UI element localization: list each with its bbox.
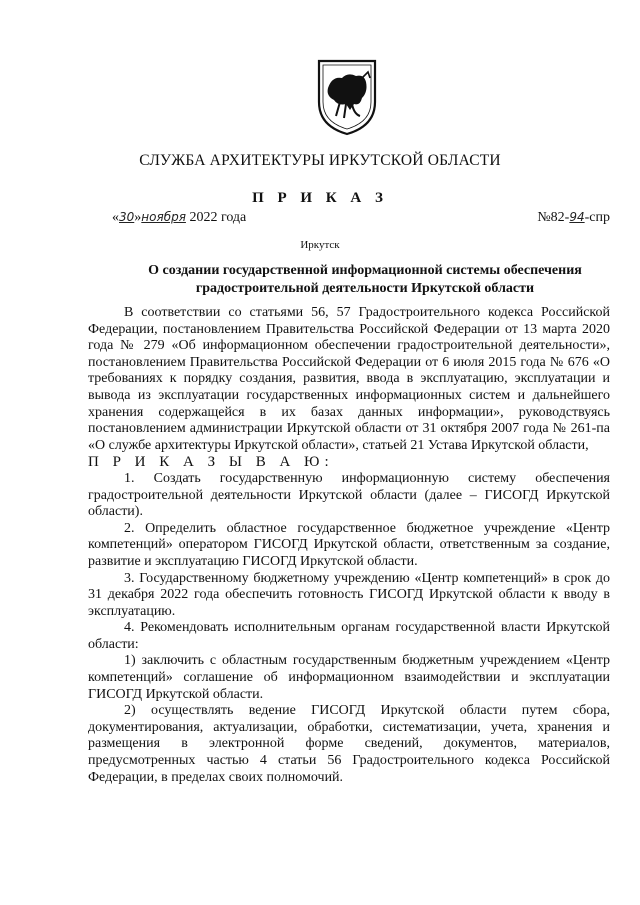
handwritten-day: 30 (119, 210, 135, 224)
document-body (88, 305, 610, 786)
number-suffix: -спр (584, 210, 610, 225)
preamble-paragraph: В соответствии со статьями 56, 57 Градостроительного кодекса Российской Федерации, постановлением Правительства Российской Федерации от 13 марта 2020 года № 279 «Об информационном обеспечении градостроительной деятельности», постановлением Правительства Российской Федерации от 6 июля 2015 года № 676 «О требованиях к порядку создания, развития, ввода в эксплуатацию, эксплуатации и вывода из эксплуатации государственных информационных систем и дальнейшего хранения содержащейся в их базах данных информации», руководствуясь постановлением администрации Иркутской области от 31 октября 2007 года № 261-па «О службе архитектуры Иркутской области», статьей 21 Устава Иркутской области, (88, 305, 610, 453)
coat-of-arms-icon (316, 58, 378, 136)
document-number (537, 210, 610, 226)
order-word: П Р И К А З Ы В А Ю: (88, 454, 334, 471)
handwritten-number: 94 (569, 210, 585, 224)
document-type: П Р И К А З (252, 190, 388, 206)
order-item: 4. Рекомендовать исполнительным органам государственной власти Иркутской области: (88, 620, 610, 652)
number-prefix: №82- (537, 210, 570, 225)
date-year: 2022 года (185, 210, 247, 225)
handwritten-month: ноября (141, 210, 186, 224)
date-quote-open: « (112, 210, 119, 225)
organization-name: СЛУЖБА АРХИТЕКТУРЫ ИРКУТСКОЙ ОБЛАСТИ (139, 152, 501, 169)
date-number-line (112, 210, 610, 226)
order-item: 2. Определить областное государственное бюджетное учреждение «Центр компетенций» оператором ГИСОГД Иркутской области, ответственным за создание, развитие и эксплуатацию ГИСОГД Иркутской области. (88, 520, 610, 569)
document-date (112, 210, 246, 226)
order-subitem: 2) осуществлять ведение ГИСОГД Иркутской области путем сбора, документирования, актуализации, обработки, систематизации, учета, хранения и размещения в электронной форме сведений, документов, материалов, предусмотренных частью 4 статьи 56 Градостроительного кодекса Российской Федерации, в пределах своих полномочий. (88, 703, 610, 785)
date-quote-close: » (134, 210, 142, 225)
order-item: 1. Создать государственную информационную систему обеспечения градостроительной деятельности Иркутской области (далее – ГИСОГД Иркутской области). (88, 470, 610, 520)
city-name: Иркутск (300, 239, 340, 251)
document-subject: О создании государственной информационной системы обеспечения градостроительной деятельности Иркутской области (148, 263, 582, 296)
order-item: 3. Государственному бюджетному учреждению «Центр компетенций» в срок до 31 декабря 2022 года обеспечить готовность ГИСОГД Иркутской области к вводу в эксплуатацию. (88, 570, 610, 619)
order-subitem: 1) заключить с областным государственным бюджетным учреждением «Центр компетенций» соглашение об информационном взаимодействии и эксплуатации ГИСОГД Иркутской области. (88, 653, 610, 702)
